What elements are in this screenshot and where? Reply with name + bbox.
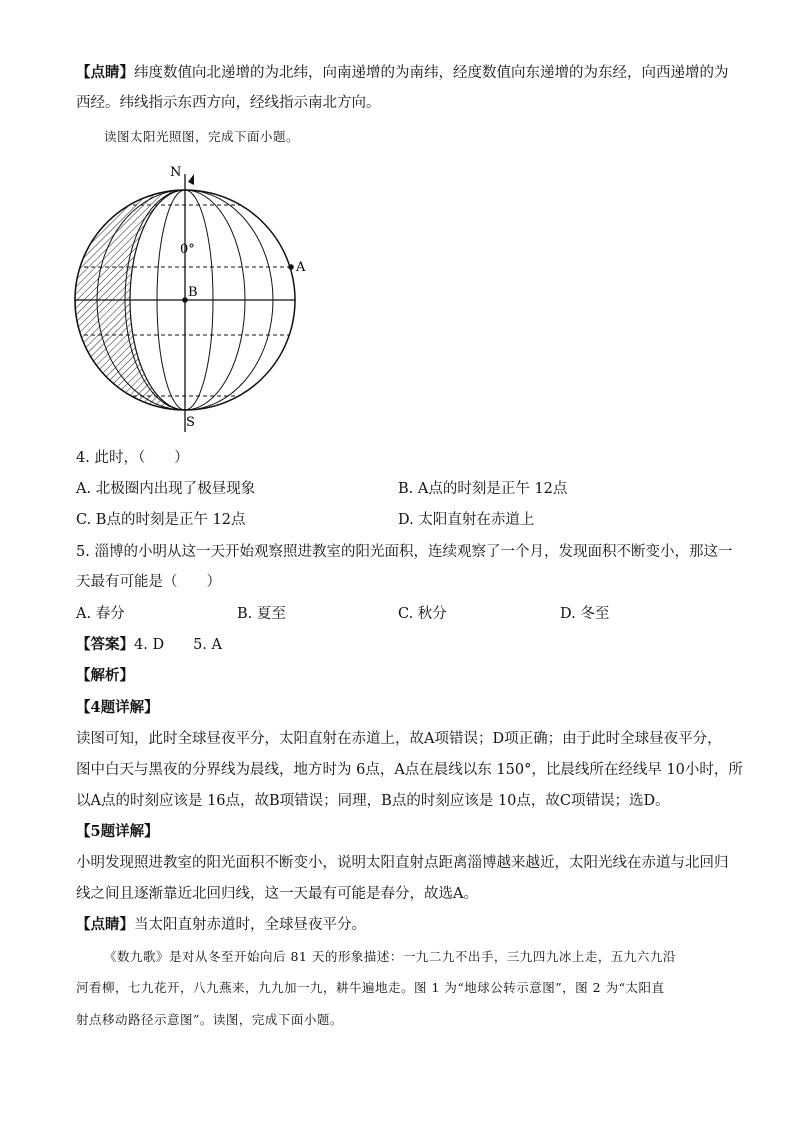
label-zero-degree: 0° (180, 242, 195, 257)
q5-option-a: A. 春分 (76, 606, 125, 622)
answer-text: 4. D 5. A (134, 637, 222, 653)
q5-option-c: C. 秋分 (398, 606, 447, 622)
point-a (288, 264, 294, 270)
tip2-tag: 【点睛】 (76, 916, 134, 933)
label-b: B (188, 285, 198, 300)
tip1-line2: 西经。纬线指示东西方向，经线指示南北方向。 (76, 95, 381, 111)
q5-option-b: B. 夏至 (237, 606, 286, 622)
q5-stem-line1: 5. 淄博的小明从这一天开始观察照进教室的阳光面积，连续观察了一个月，发现面积不断变小，那这一 (76, 544, 733, 560)
analysis-tag: 【解析】 (76, 667, 134, 684)
label-n: N (170, 165, 182, 180)
point-b (182, 297, 188, 303)
q4-option-c: C. B点的时刻是正午 12点 (76, 512, 246, 528)
tip2-text: 当太阳直射赤道时，全球昼夜平分。 (134, 917, 366, 933)
answer-line (76, 635, 222, 655)
label-a: A (296, 260, 306, 275)
tip2-line (76, 915, 366, 935)
intro1-text: 读图太阳光照图，完成下面小题。 (104, 129, 300, 144)
detail4-tag: 【4题详解】 (76, 699, 159, 716)
tip1-line1 (76, 63, 729, 83)
detail5-line1: 小明发现照进教室的阳光面积不断变小，说明太阳直射点距离淄博越来越近，太阳光线在赤道与北回归 (76, 855, 729, 871)
detail4-line2: 图中白天与黑夜的分界线为晨线，地方时为 6点，A点在晨线以东 150°，比晨线所在经线早 10小时，所 (76, 762, 743, 778)
rotation-arrow-icon (188, 174, 194, 185)
tip1-text1: 纬度数值向北递增的为北纬，向南递增的为南纬，经度数值向东递增的为东经，向西递增的为 (134, 65, 729, 81)
intro2-line2: 河看柳，七九花开，八九燕来，九九加一九，耕牛遍地走。图 1 为“地球公转示意图”，图 2 为“太阳直 (76, 980, 665, 995)
detail4-line3: 以A点的时刻应该是 16点，故B项错误；同理，B点的时刻应该是 10点，故C项错误；选D。 (76, 793, 670, 809)
answer-tag: 【答案】 (76, 636, 134, 653)
q4-stem: 4. 此时，（ ） (76, 450, 189, 466)
q4-option-d: D. 太阳直射在赤道上 (398, 512, 535, 528)
detail5-line2: 线之间且逐渐靠近北回归线，这一天最有可能是春分，故选A。 (76, 886, 478, 902)
q4-option-a: A. 北极圈内出现了极昼现象 (76, 481, 256, 497)
intro2-line3: 射点移动路径示意图”。读图，完成下面小题。 (76, 1012, 343, 1027)
q5-stem-line2: 天最有可能是（ ） (76, 574, 221, 590)
q5-option-d: D. 冬至 (560, 606, 610, 622)
q4-option-b: B. A点的时刻是正午 12点 (398, 481, 568, 497)
detail4-line1: 读图可知，此时全球昼夜平分，太阳直射在赤道上，故A项错误；D项正确；由于此时全球昼夜平分， (76, 731, 722, 747)
detail5-tag: 【5题详解】 (76, 823, 159, 840)
sunlight-diagram (70, 158, 320, 438)
tip1-tag: 【点睛】 (76, 64, 134, 81)
intro2-line1: 《数九歌》是对从冬至开始向后 81 天的形象描述：一九二九不出手，三九四九冰上走，五九六九沿 (104, 949, 676, 964)
label-s: S (186, 415, 195, 430)
